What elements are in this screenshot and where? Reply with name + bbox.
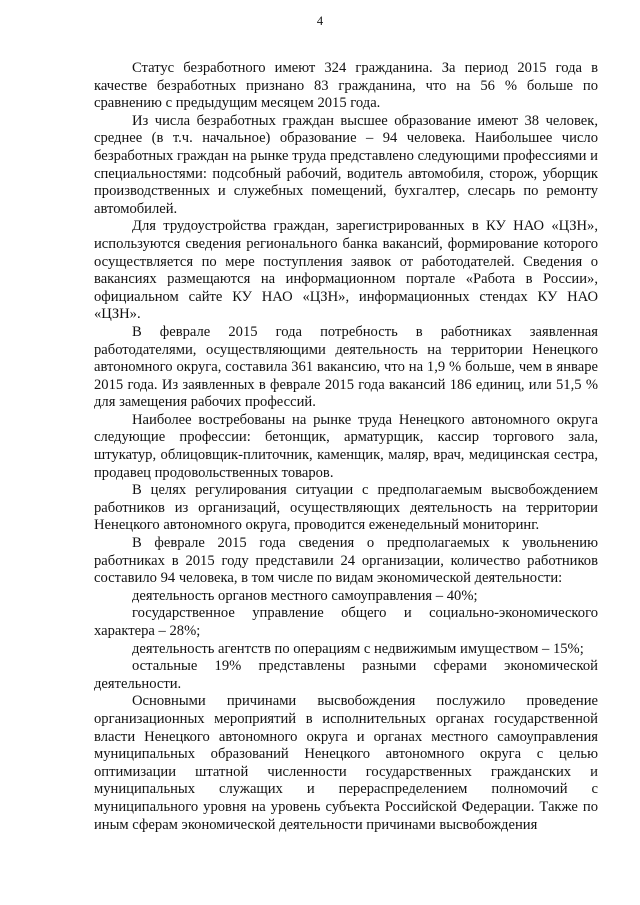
paragraph-february-demand: В феврале 2015 года потребность в работниках заявленная работодателями, осуществляющими деятельность на территории Ненецкого автономного округа, составила 361 вакансию, что на 1,9 % больше, чем в январе 2015 года. Из заявленных в феврале 2015 года вакансий 186 единиц, или 51,5 % для замещения рабочих профессий. [94, 323, 598, 411]
list-item-real-estate: деятельность агентств по операциям с недвижимым имуществом – 15%; [132, 640, 584, 657]
document-body [94, 60, 598, 834]
paragraph-planned-dismissals: В феврале 2015 года сведения о предполагаемых к увольнению работниках в 2015 году представили 24 организации, количество работников составило 94 человека, в том числе по видам экономической деятельности: [94, 535, 598, 587]
paragraph-vacancy-bank: Для трудоустройства граждан, зарегистрированных в КУ НАО «ЦЗН», используются сведения регионального банка вакансий, формирование которого осуществляется по мере поступления заявок от работодателей. Сведения о вакансиях размещаются на информационном портале «Работа в России», официальном сайте КУ НАО «ЦЗН», информационных стендах КУ НАО «ЦЗН». [94, 218, 598, 323]
paragraph-education-professions: Из числа безработных граждан высшее образование имеют 38 человек, среднее (в т.ч. начальное) образование – 94 человека. Наибольшее число безработных граждан на рынке труда представлено следующими профессиями и специальностями: подсобный рабочий, водитель автомобиля, сторож, уборщик производственных и служебных помещений, бухгалтер, слесарь по ремонту автомобилей. [94, 112, 598, 217]
list-item-local-government: деятельность органов местного самоуправления – 40%; [132, 587, 478, 604]
list-item-other-sectors: остальные 19% представлены разными сферами экономической деятельности. [94, 658, 598, 692]
paragraph-unemployed-status: Статус безработного имеют 324 гражданина. За период 2015 года в качестве безработных признано 83 гражданина, что на 56 % больше по сравнению с предыдущим месяцем 2015 года. [94, 60, 598, 112]
paragraph-dismissal-reasons: Основными причинами высвобождения послужило проведение организационных мероприятий в исполнительных органах государственной власти Ненецкого автономного округа и органах местного самоуправления муниципальных образований Ненецкого автономного округа с целью оптимизации штатной численности государственных гражданских и муниципальных служащих и перераспределением полномочий с муниципального уровня на уровень субъекта Российской Федерации. Также по иным сферам экономической деятельности причинами высвобождения [94, 693, 598, 833]
paragraph-monitoring: В целях регулирования ситуации с предполагаемым высвобождением работников из организаций, осуществляющих деятельность на территории Ненецкого автономного округа, проводится еженедельный мониторинг. [94, 482, 598, 534]
paragraph-demanded-professions: Наиболее востребованы на рынке труда Ненецкого автономного округа следующие профессии: бетонщик, арматурщик, кассир торгового зала, штукатур, облицовщик-плиточник, каменщик, маляр, врач, медицинская сестра, продавец продовольственных товаров. [94, 411, 598, 481]
list-item-public-administration: государственное управление общего и социально-экономического характера – 28%; [94, 605, 598, 639]
page-number: 4 [316, 14, 324, 28]
